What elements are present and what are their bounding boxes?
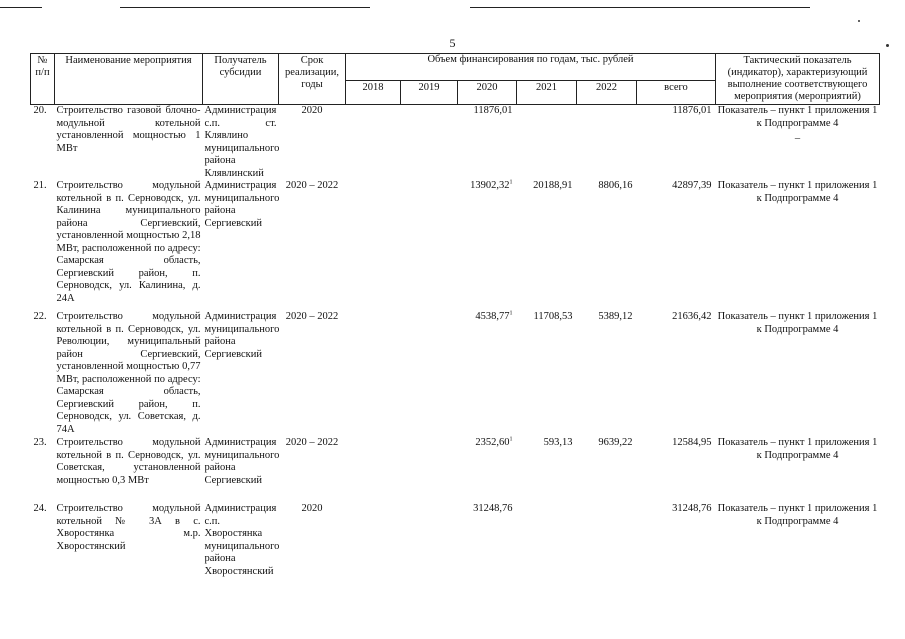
- header-year-2019: 2019: [401, 81, 458, 105]
- header-name: Наименование мероприятия: [55, 54, 203, 105]
- header-year-2022: 2022: [577, 81, 637, 105]
- indicator-text: Показатель – пункт 1 приложения 1 к Подпрограмме 4: [717, 503, 878, 527]
- value-total: 21636,42: [672, 311, 712, 322]
- implementation-period: 2020 – 2022: [285, 437, 339, 448]
- footnote-mark: 1: [509, 179, 513, 186]
- value-2020-amount: 31248,76: [473, 503, 513, 514]
- header-year-2020: 2020: [458, 81, 517, 105]
- implementation-period: 2020 – 2022: [285, 180, 339, 191]
- indicator-cell: [716, 105, 880, 181]
- footnote-mark: 1: [509, 436, 513, 443]
- value-total: 12584,95: [672, 437, 712, 448]
- top-rule-left: [0, 7, 42, 8]
- value-2019: [401, 180, 458, 311]
- implementation-period: 2020: [301, 503, 323, 514]
- subsidy-recipient: Администрация с.п. Хворостянка муниципального района Хворостянский: [204, 503, 280, 577]
- value-2021: 11708,53: [533, 311, 573, 322]
- value-total: 11876,01: [672, 105, 712, 116]
- value-2022: [577, 503, 637, 578]
- measure-name: Строительство модульной котельной в п. Серноводск, ул. Советская, установленной мощностью 0,3 МВт: [56, 437, 201, 486]
- financing-table: [30, 53, 880, 578]
- value-2020: [458, 503, 517, 578]
- table-row: [31, 503, 880, 578]
- value-2021: [517, 105, 577, 181]
- table-row: [31, 437, 880, 503]
- value-2018: [346, 105, 401, 181]
- row-number: 24.: [33, 503, 47, 514]
- value-2020: [458, 180, 517, 311]
- header-funding: Объем финансирования по годам, тыс. рублей: [346, 54, 716, 81]
- value-2018: [346, 311, 401, 437]
- row-number: 23.: [33, 437, 47, 448]
- value-2022: 8806,16: [598, 180, 633, 191]
- page-number: 5: [449, 36, 456, 50]
- top-rule-middle: [120, 7, 370, 8]
- value-2020: [458, 105, 517, 181]
- measure-name: Строительство модульной котельной в п. Серноводск, ул. Революции, муниципальный район Сергиевский, установленной мощностью 0,77 МВт, расположенной по адресу: Самарская область, Сергиевский район, п. Серноводск, ул. Советская, д. 74А: [56, 311, 201, 435]
- value-2020: [458, 311, 517, 437]
- indicator-text: Показатель – пункт 1 приложения 1 к Подпрограмме 4: [717, 180, 878, 204]
- value-2019: [401, 105, 458, 181]
- value-total: 42897,39: [672, 180, 712, 191]
- dash-mark: –: [794, 133, 801, 144]
- scan-speck: [858, 20, 860, 22]
- value-2022: [577, 105, 637, 181]
- row-number: 22.: [33, 311, 47, 322]
- indicator-text: Показатель – пункт 1 приложения 1 к Подпрограмме 4: [717, 105, 878, 129]
- header-period: Срок реализации, годы: [279, 54, 346, 105]
- value-2018: [346, 437, 401, 503]
- value-2021: [517, 503, 577, 578]
- footnote-mark: 1: [509, 310, 513, 317]
- subsidy-recipient: Администрация муниципального района Сергиевский: [204, 437, 280, 486]
- header-recipient: Получатель субсидии: [203, 54, 279, 105]
- measure-name: Строительство модульной котельной № 3А в с. Хворостянка м.р. Хворостянский: [56, 503, 201, 552]
- value-2021: 593,13: [543, 437, 573, 448]
- table-row: [31, 180, 880, 311]
- value-2019: [401, 311, 458, 437]
- row-number: 21.: [33, 180, 47, 191]
- value-2018: [346, 180, 401, 311]
- header-year-2021: 2021: [517, 81, 577, 105]
- header-num: № п/п: [31, 54, 55, 105]
- measure-name: Строительство газовой блочно-модульной котельной установленной мощностью 1 МВт: [56, 105, 201, 154]
- indicator-text: Показатель – пункт 1 приложения 1 к Подпрограмме 4: [717, 311, 878, 335]
- value-total: 31248,76: [672, 503, 712, 514]
- value-2020: [458, 437, 517, 503]
- value-2022: 9639,22: [598, 437, 633, 448]
- top-rule-right: [470, 7, 810, 8]
- header-total: всего: [637, 81, 716, 105]
- value-2020-amount: 4538,77: [475, 311, 510, 322]
- implementation-period: 2020: [301, 105, 323, 116]
- measure-name: Строительство модульной котельной в п. Серноводск, ул. Калинина муниципального района Сергиевский, установленной мощностью 2,18 МВт, расположенной по адресу: Самарская область, Сергиевский район, п. Серноводск, ул. Калинина, д. 24А: [56, 180, 201, 304]
- value-2020-amount: 13902,32: [470, 180, 510, 191]
- value-2020-amount: 2352,60: [475, 437, 510, 448]
- row-number: 20.: [33, 105, 47, 116]
- value-2022: 5389,12: [598, 311, 633, 322]
- header-year-2018: 2018: [346, 81, 401, 105]
- header-indicator: Тактический показатель (индикатор), характеризующий выполнение соответствующего мероприятия (мероприятий): [716, 54, 880, 105]
- value-2018: [346, 503, 401, 578]
- subsidy-recipient: Администрация муниципального района Сергиевский: [204, 180, 280, 229]
- indicator-text: Показатель – пункт 1 приложения 1 к Подпрограмме 4: [717, 437, 878, 461]
- implementation-period: 2020 – 2022: [285, 311, 339, 322]
- value-2019: [401, 437, 458, 503]
- value-2019: [401, 503, 458, 578]
- subsidy-recipient: Администрация с.п. ст. Клявлино муниципального района Клявлинский: [204, 105, 280, 179]
- table-row: [31, 311, 880, 437]
- value-2020-amount: 11876,01: [473, 105, 513, 116]
- value-2021: 20188,91: [533, 180, 573, 191]
- table-row: [31, 105, 880, 181]
- subsidy-recipient: Администрация муниципального района Сергиевский: [204, 311, 280, 360]
